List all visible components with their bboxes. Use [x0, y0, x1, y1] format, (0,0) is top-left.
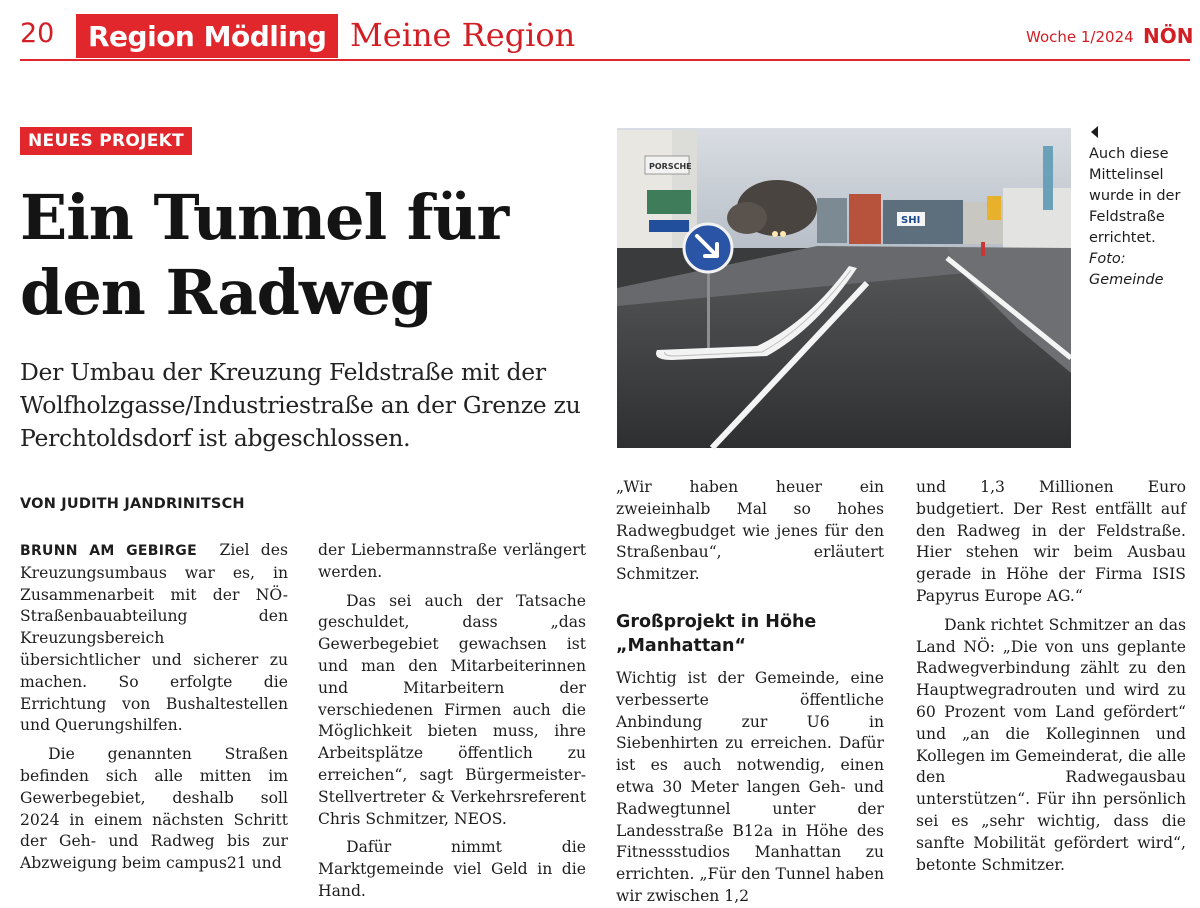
text-column-1 — [20, 540, 288, 875]
byline: VON JUDITH JANDRINITSCH — [20, 496, 245, 512]
headline-line-2: den Radweg — [20, 256, 433, 329]
subheading: Großprojekt in Höhe „Manhattan“ — [616, 611, 817, 656]
shi-sign-text: SHI — [901, 215, 921, 226]
issue-label: Woche 1/2024 — [1026, 28, 1134, 46]
paragraph: Das sei auch der Tatsache geschuldet, dass „das Gewerbegebiet gewachsen ist und man den Mitarbeiterinnen und Mitarbeitern der verschiedenen Firmen auch die Möglichkeit bieten muss, ihre Arbeitsplätze öffentlich zu erreichen“, sagt Bürgermeister-Stellvertreter & Verkehrsreferent Chris Schmitzer, NEOS. — [318, 591, 586, 828]
text-column-2 — [318, 540, 586, 903]
text-column-3 — [616, 477, 884, 908]
article-headline — [20, 180, 600, 330]
paragraph: Die genannten Straßen befinden sich alle mitten im Gewerbegebiet, deshalb soll 2024 in einem nächsten Schritt der Geh- und Radweg bis zur Abzweigung beim campus21 und — [20, 745, 288, 873]
kicker-badge: NEUES PROJEKT — [20, 127, 192, 155]
paragraph: der Liebermannstraße verlängert werden. — [318, 541, 586, 581]
paragraph: Dafür nimmt die Marktgemeinde viel Geld in die Hand. — [318, 838, 586, 900]
paragraph: Wichtig ist der Gemeinde, eine verbesserte öffentliche Anbindung zur U6 in Siebenhirten zu erreichen. Dafür ist es auch notwendig, einen etwa 30 Meter langen Geh- und Radwegtunnel unter der Landesstraße B12a in Höhe des Fitnessstudios Manhattan zu errichten. „Für den Tunnel haben wir zwischen 1,2 — [616, 668, 884, 905]
article-lead: Der Umbau der Kreuzung Feldstraße mit der Wolfholzgasse/Industriestraße an der Grenze zu Perchtoldsdorf ist abgeschlossen. — [20, 358, 581, 452]
paragraph: und 1,3 Millionen Euro budgetiert. Der Rest entfällt auf den Radweg in der Feldstraße. Hier stehen wir beim Ausbau gerade in Höhe der Firma ISIS Papyrus Europe AG.“ — [916, 478, 1186, 605]
photo-credit: Gemeinde — [1089, 272, 1164, 288]
street-photo-illustration — [617, 128, 1071, 448]
header-divider — [20, 59, 1190, 61]
headline-line-1: Ein Tunnel für — [20, 181, 509, 254]
dateline: BRUNN AM GEBIRGE — [20, 543, 197, 559]
paragraph: „Wir haben heuer ein zweieinhalb Mal so hohes Radwegbudget wie jenes für den Straßenbau“, erläutert Schmitzer. — [616, 478, 884, 584]
brand-logo: NÖN — [1143, 24, 1194, 48]
region-label: Region Mödling — [76, 14, 338, 58]
paragraph: Dank richtet Schmitzer an das Land NÖ: „Die von uns geplante Radwegverbindung zählt zu den Hauptwegradrouten und wird zu 60 Prozent vom Land gefördert“ und „an die Kolleginnen und Kollegen im Gemeinderat, die alle den Radwegausbau unterstützen“. Für ihn persönlich sei es „sehr wichtig, dass die sanfte Mobilität gefördert wird“, betonte Schmitzer. — [916, 615, 1186, 874]
caption-arrow-icon — [1091, 126, 1098, 138]
text-column-4 — [916, 477, 1186, 876]
porsche-sign-text: PORSCHE — [649, 162, 692, 171]
photo-credit-label: Foto: — [1089, 251, 1126, 267]
page-header — [0, 0, 1200, 62]
page-number: 20 — [20, 18, 55, 49]
caption-text: Auch diese Mittelinsel wurde in der Feldstraße errichtet. — [1089, 146, 1181, 246]
section-title: Meine Region — [350, 16, 576, 54]
paragraph-text: Ziel des Kreuzungsumbaus war es, in Zusammenarbeit mit der NÖ-Straßenbauabteilung den Kreuzungsbereich übersichtlicher und sicherer zu machen. So erfolgte die Errichtung von Bushaltestellen und Querungshilfen. — [20, 541, 288, 735]
paragraph — [20, 540, 288, 737]
article-photo — [617, 128, 1071, 448]
photo-caption — [1089, 126, 1194, 291]
